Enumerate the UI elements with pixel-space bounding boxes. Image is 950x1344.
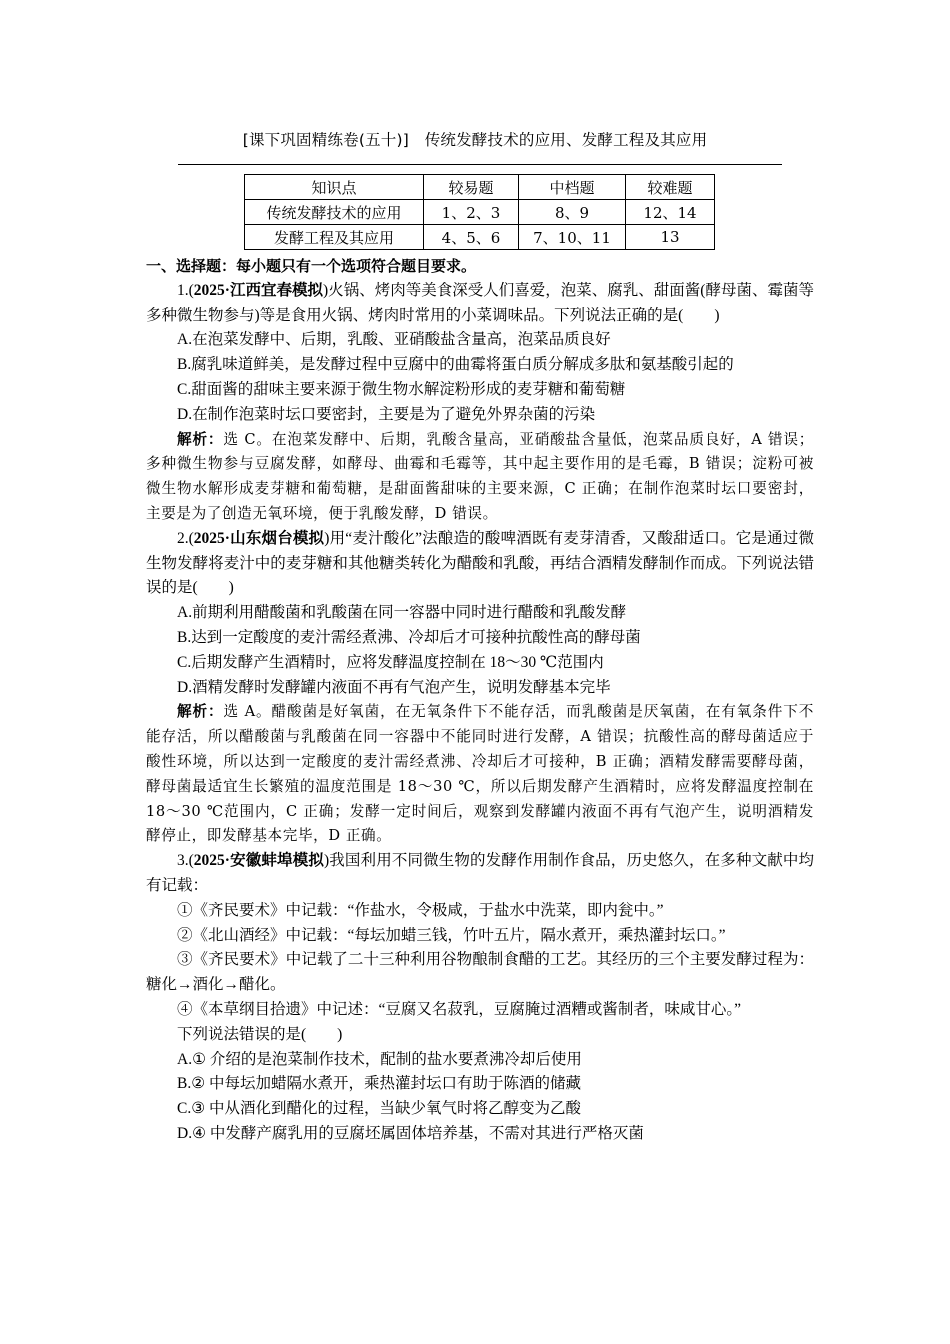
question-1-analysis <box>146 428 814 527</box>
question-3-option-d: D.④ 中发酵产腐乳用的豆腐坯属固体培养基，不需对其进行严格灭菌 <box>177 1124 644 1142</box>
table-header-cell: 知识点 <box>245 175 424 200</box>
table-cell: 12、14 <box>626 200 715 225</box>
table-header-cell: 较难题 <box>626 175 715 200</box>
page-title: [课下巩固精练卷(五十)] 传统发酵技术的应用、发酵工程及其应用 <box>242 131 708 149</box>
table-header-cell: 较易题 <box>424 175 519 200</box>
question-source: 2025·山东烟台模拟 <box>193 529 325 547</box>
question-3-record-1: ①《齐民要术》中记载：“作盐水，令极咸，于盐水中洗菜，即内瓮中。” <box>177 901 664 919</box>
analysis-label: 解析： <box>177 430 224 448</box>
question-1-option-d: D.在制作泡菜时坛口要密封，主要是为了避免外界杂菌的污染 <box>177 405 596 423</box>
question-1-option-b: B.腐乳味道鲜美，是发酵过程中豆腐中的曲霉将蛋白质分解成多肽和氨基酸引起的 <box>177 356 734 374</box>
question-source: 2025·江西宜春模拟 <box>193 281 324 299</box>
analysis-text: 选 A。醋酸菌是好氧菌，在无氧条件下不能存活，而乳酸菌是厌氧菌，在有氧条件下不能存活，所以醋酸菌与乳酸菌在同一容器中不能同时进行发酵，A 错误；抗酸性高的酵母菌适应于酸性环境，所以达到一定酸度的麦汁需经煮沸、冷却后才可接种，B 正确；酒精发酵需要酵母菌，酵母菌最适宜生长繁殖的温度范围是 18～30 ℃，所以后期发酵产生酒精时，应将发酵温度控制在 18～30 ℃范围内，C 正确；发酵一定时间后，观察到发酵罐内液面不再有气泡产生，说明酒精发酵停止，即发酵基本完毕，D 正确。 <box>146 703 814 845</box>
question-2-option-c: C.后期发酵产生酒精时，应将发酵温度控制在 18～30 ℃范围内 <box>177 653 604 671</box>
question-3-option-a: A.① 介绍的是泡菜制作技术，配制的盐水要煮沸冷却后使用 <box>177 1050 582 1068</box>
question-2-stem <box>146 527 814 601</box>
question-2-option-a: A.前期利用醋酸菌和乳酸菌在同一容器中同时进行醋酸和乳酸发酵 <box>177 604 627 622</box>
question-text: )火锅、烤肉等美食深受人们喜爱，泡菜、腐乳、甜面酱(酵母菌、霉菌等多种微生物参与)等是食用火锅、烤肉时常用的小菜调味品。下列说法正确的是( ) <box>146 281 815 324</box>
question-source: 2025·安徽蚌埠模拟 <box>193 852 324 870</box>
question-number: 2.( <box>177 529 194 547</box>
table-header-row <box>245 175 715 200</box>
table-row <box>245 200 715 225</box>
table-cell: 1、2、3 <box>424 200 519 225</box>
question-3-record-4: ④《本草纲目拾遗》中记述：“豆腐又名菽乳，豆腐腌过酒糟或酱制者，味咸甘心。” <box>177 1000 742 1018</box>
table-cell: 发酵工程及其应用 <box>245 225 424 250</box>
table-cell: 4、5、6 <box>424 225 519 250</box>
table-cell: 8、9 <box>519 200 626 225</box>
question-1-stem <box>146 279 814 329</box>
title-underline <box>178 164 782 165</box>
knowledge-table <box>244 174 715 250</box>
question-2-option-d: D.酒精发酵时发酵罐内液面不再有气泡产生，说明发酵基本完毕 <box>177 678 611 696</box>
question-3-prompt: 下列说法错误的是( ) <box>177 1025 343 1043</box>
table-header-cell: 中档题 <box>519 175 626 200</box>
table-cell: 13 <box>626 225 715 250</box>
question-content <box>146 254 814 1147</box>
table-row <box>245 225 715 250</box>
question-number: 1.( <box>177 281 194 299</box>
table-cell: 7、10、11 <box>519 225 626 250</box>
question-3-record-3: ③《齐民要术》中记载了二十三种利用谷物酿制食醋的工艺。其经历的三个主要发酵过程为：糖化→酒化→醋化。 <box>146 951 814 994</box>
question-3-stem <box>146 849 814 899</box>
question-number: 3.( <box>177 852 194 870</box>
question-3-option-b: B.② 中每坛加蜡隔水煮开，乘热灌封坛口有助于陈酒的储藏 <box>177 1075 581 1093</box>
question-2-analysis <box>146 700 814 849</box>
section-heading: 一、选择题：每小题只有一个选项符合题目要求。 <box>146 257 477 275</box>
question-3-record-2: ②《北山酒经》中记载：“每坛加蜡三钱，竹叶五片，隔水煮开，乘热灌封坛口。” <box>177 926 726 944</box>
question-2-option-b: B.达到一定酸度的麦汁需经煮沸、冷却后才可接种抗酸性高的酵母菌 <box>177 628 641 646</box>
analysis-label: 解析： <box>177 703 224 721</box>
question-1-option-a: A.在泡菜发酵中、后期，乳酸、亚硝酸盐含量高，泡菜品质良好 <box>177 331 611 349</box>
question-text: )用“麦汁酸化”法酿造的酸啤酒既有麦芽清香，又酸甜适口。它是通过微生物发酵将麦汁中的麦芽糖和其他糖类转化为醋酸和乳酸，再结合酒精发酵制作而成。下列说法错误的是( ) <box>146 529 814 597</box>
table-cell: 传统发酵技术的应用 <box>245 200 424 225</box>
question-text: )我国利用不同微生物的发酵作用制作食品，历史悠久，在多种文献中均有记载： <box>146 852 815 894</box>
question-3-option-c: C.③ 中从酒化到醋化的过程，当缺少氧气时将乙醇变为乙酸 <box>177 1100 581 1118</box>
analysis-text: 选 C。在泡菜发酵中、后期，乳酸含量高，亚硝酸盐含量低，泡菜品质良好，A 错误；多种微生物参与豆腐发酵，如酵母、曲霉和毛霉等，其中起主要作用的是毛霉，B 错误；淀粉可被微生物水解形成麦芽糖和葡萄糖，是甜面酱甜味的主要来源，C 正确；在制作泡菜时坛口要密封，主要是为了创造无氧环境，便于乳酸发酵，D 错误。 <box>146 430 814 522</box>
question-1-option-c: C.甜面酱的甜味主要来源于微生物水解淀粉形成的麦芽糖和葡萄糖 <box>177 380 626 398</box>
